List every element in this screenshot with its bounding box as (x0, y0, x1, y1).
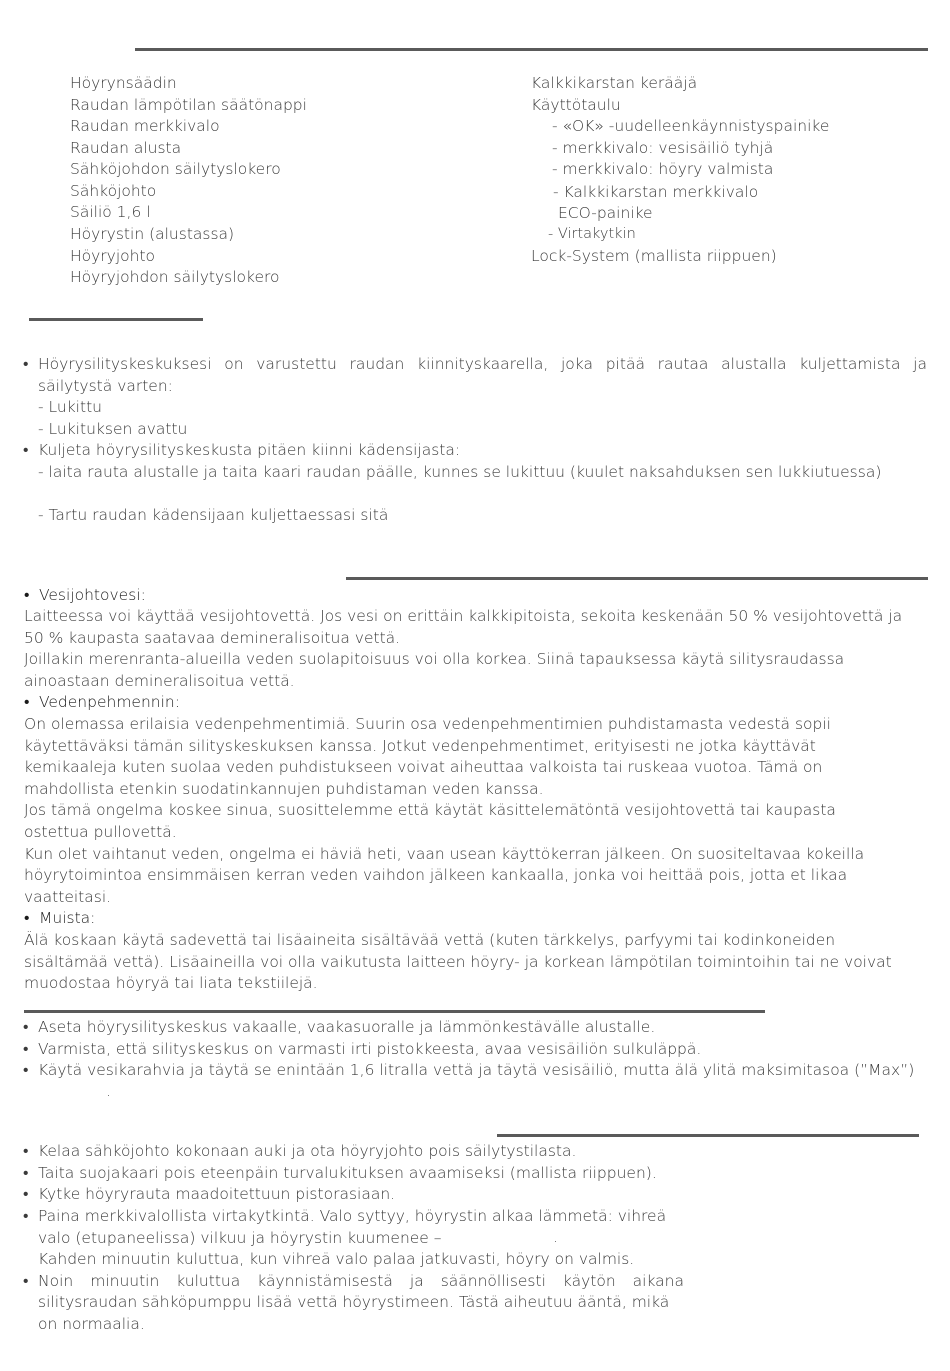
paragraph-line: kemikaaleja kuten suolaa veden puhdistukseen voivat aiheuttaa valkoista tai ruskeaa vuotoa. Tämä on (24, 758, 823, 776)
paragraph-line: 50 % kaupasta saatavaa demineralisoitua vettä. (24, 629, 401, 647)
section-rule-transport (29, 318, 203, 321)
water-heading-remember: • Muista: (39, 908, 95, 930)
paragraph-line: Joillakin merenranta-alueilla veden suolapitoisuus voi olla korkea. Siinä tapauksessa käytä silitysraudassa (24, 650, 845, 668)
section-rule-parts (135, 48, 928, 51)
fill-bullet: • Aseta höyrysilityskeskus vakaalle, vaakasuoralle ja lämmönkestävälle alustalle. (38, 1017, 655, 1039)
list-item: Sähköjohdon säilytyslokero (70, 160, 281, 178)
list-item: Kalkkikarstan kerääjä (531, 74, 698, 92)
paragraph-line: ainoastaan demineralisoitua vettä. (24, 672, 295, 690)
list-item: Höyrynsäädin (70, 74, 177, 92)
water-heading-softener: • Vedenpehmennin: (39, 692, 180, 714)
list-item: Säiliö 1,6 l (70, 203, 151, 221)
list-item: Raudan lämpötilan säätönappi (70, 96, 307, 114)
section-rule-startup (497, 1134, 919, 1137)
section-rule-fill (24, 1010, 765, 1013)
transport-sub-locked: - Lukittu (38, 398, 102, 416)
paragraph-line: Laitteessa voi käyttää vesijohtovettä. Jos vesi on erittäin kalkkipitoista, sekoita keskenään 50 % vesijohtovettä ja (24, 607, 903, 625)
list-item: - merkkivalo: höyry valmista (552, 160, 774, 178)
transport-sub-grip: - Tartu raudan kädensijaan kuljettaessasi sitä (38, 506, 389, 524)
startup-bullet: • Taita suojakaari pois eteenpäin turvalukituksen avaamiseksi (mallista riippuen). (38, 1163, 657, 1185)
paragraph-line: vaatteitasi. (24, 888, 112, 906)
list-item: Höyrystin (alustassa) (70, 225, 235, 243)
list-item: - Virtakytkin (548, 226, 636, 242)
startup-bullet-cont: Kahden minuutin kuluttua, kun vihreä valo palaa jatkuvasti, höyry on valmis. (38, 1250, 635, 1268)
list-item: - «OK» -uudelleenkäynnistyspainike (552, 117, 830, 135)
stray-period: . (553, 1228, 558, 1246)
section-rule-water (346, 577, 928, 580)
stray-period: . (106, 1082, 111, 1100)
paragraph-line: On olemassa erilaisia vedenpehmentimiä. Suurin osa vedenpehmentimien puhdistamasta vedestä sopii (24, 715, 831, 733)
paragraph-line: sisältämää vettä). Lisäaineilla voi olla vaikutusta laitteen höyry- ja korkean lämpötilan toimintoihin tai ne voivat (24, 953, 892, 971)
list-item: Lock-System (mallista riippuen) (531, 247, 777, 265)
startup-bullet-cont: valo (etupaneelissa) vilkuu ja höyrystin kuumenee – (38, 1229, 442, 1247)
transport-bullet-1: • Höyrysilityskeskuksesi on varustettu raudan kiinnityskaarella, joka pitää rautaa alustalla kuljettamista ja (38, 354, 927, 376)
paragraph-line: Älä koskaan käytä sadevettä tai lisäaineita sisältävää vettä (kuten tärkkelys, parfyymi tai kodinkoneiden (24, 931, 836, 949)
startup-bullet: • Kytke höyryrauta maadoitettuun pistorasiaan. (38, 1184, 395, 1206)
transport-sub-place: - laita rauta alustalle ja taita kaari raudan päälle, kunnes se lukittuu (kuulet naksahduksen sen lukkiutuessa) (38, 463, 882, 481)
list-item: Raudan merkkivalo (70, 117, 220, 135)
water-heading-tap: • Vesijohtovesi: (39, 585, 146, 607)
startup-bullet-cont: on normaalia. (38, 1315, 145, 1333)
transport-bullet-1-cont: säilytystä varten: (38, 377, 173, 395)
list-item: Höyryjohdon säilytyslokero (70, 268, 280, 286)
paragraph-line: höyrytoimintoa ensimmäisen kerran veden vaihdon jälkeen kankaalla, jonka voi heittää pois, jotta et likaa (24, 866, 848, 884)
startup-bullet: • Noin minuutin kuluttua käynnistämisestä ja säännöllisesti käytön aikana (38, 1271, 684, 1293)
fill-bullet: • Käytä vesikarahvia ja täytä se enintään 1,6 litralla vettä ja täytä vesisäiliö, mutta älä ylitä maksimitasoa (”Max”) (38, 1060, 914, 1082)
paragraph-line: Jos tämä ongelma koskee sinua, suosittelemme että käytät käsittelemätöntä vesijohtovettä tai kaupasta (24, 801, 836, 819)
startup-bullet: • Kelaa sähköjohto kokonaan auki ja ota höyryjohto pois säilytystilasta. (38, 1141, 576, 1163)
transport-bullet-2: • Kuljeta höyrysilityskeskusta pitäen kiinni kädensijasta: (38, 440, 460, 462)
paragraph-line: mahdollista etenkin suodatinkannujen puhdistaman veden kanssa. (24, 780, 544, 798)
list-item: - Kalkkikarstan merkkivalo (553, 183, 759, 201)
fill-bullet: • Varmista, että silityskeskus on varmasti irti pistokkeesta, avaa vesisäiliön sulkuläppä. (38, 1039, 701, 1061)
list-item: ECO-painike (558, 204, 653, 222)
paragraph-line: käytettäväksi tämän silityskeskuksen kanssa. Jotkut vedenpehmentimet, erityisesti ne jotka käyttävät (24, 737, 816, 755)
list-item: Käyttötaulu (531, 96, 621, 114)
paragraph-line: Kun olet vaihtanut veden, ongelma ei häviä heti, vaan usean käyttökerran jälkeen. On suositeltavaa kokeilla (24, 845, 865, 863)
startup-bullet: • Paina merkkivalollista virtakytkintä. Valo syttyy, höyrystin alkaa lämmetä: vihreä (38, 1206, 666, 1228)
startup-bullet-cont: silitysraudan sähköpumppu lisää vettä höyrystimeen. Tästä aiheutuu ääntä, mikä (38, 1293, 670, 1311)
transport-sub-unlocked: - Lukituksen avattu (38, 420, 188, 438)
list-item: - merkkivalo: vesisäiliö tyhjä (552, 139, 774, 157)
list-item: Höyryjohto (70, 247, 156, 265)
paragraph-line: ostettua pullovettä. (24, 823, 177, 841)
list-item: Raudan alusta (70, 139, 182, 157)
paragraph-line: muodostaa höyryä tai liata tekstiilejä. (24, 974, 318, 992)
list-item: Sähköjohto (70, 182, 157, 200)
